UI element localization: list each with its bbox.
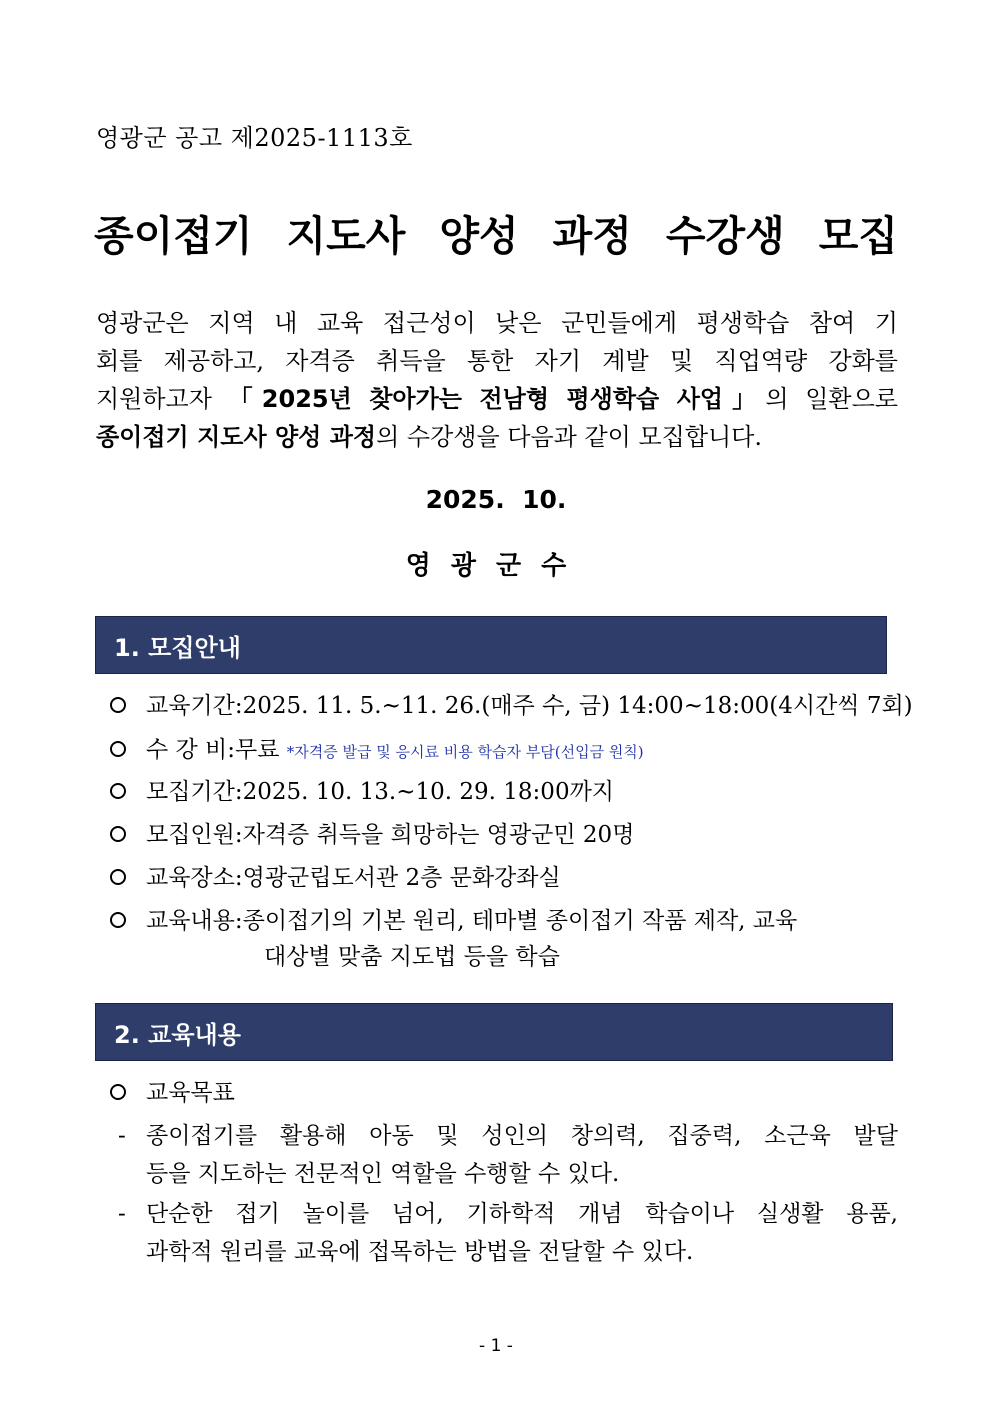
circle-bullet-icon — [110, 697, 126, 713]
item-value: 자격증 취득을 희망하는 영광군민 20명 — [242, 822, 635, 848]
item-value: 종이접기의 기본 원리, 테마별 종이접기 작품 제작, 교육 — [242, 908, 798, 934]
item-label: 교육장소: — [146, 865, 243, 891]
list-item-location — [110, 861, 561, 895]
item-label: 모집인원: — [146, 822, 243, 848]
section-header-curriculum — [95, 1003, 893, 1061]
goal-item-line-1: 종이접기를 활용해 아동 및 성인의 창의력, 집중력, 소근육 발달 — [146, 1123, 898, 1149]
item-value: 2025. 10. 13.~10. 29. 18:00까지 — [242, 779, 615, 805]
notice-number: 영광군 공고 제2025-1113호 — [96, 124, 413, 152]
dash-bullet: - — [118, 1123, 126, 1149]
circle-bullet-icon — [110, 741, 126, 757]
item-value: 영광군립도서관 2층 문화강좌실 — [242, 865, 561, 891]
section-header-label: 1. 모집안내 — [114, 633, 241, 662]
goal-item-line-2: 과학적 원리를 교육에 접목하는 방법을 전달할 수 있다. — [146, 1239, 694, 1265]
intro-line-4-post: 의 수강생을 다음과 같이 모집합니다. — [376, 423, 762, 451]
circle-bullet-icon — [110, 783, 126, 799]
circle-bullet-icon — [110, 912, 126, 928]
list-item-recruit-period — [110, 775, 614, 809]
intro-line-2: 회를 제공하고, 자격증 취득을 통한 자기 계발 및 직업역량 강화를 — [96, 347, 898, 375]
goal-label: 교육목표 — [146, 1080, 235, 1106]
item-label: 모집기간: — [146, 779, 243, 805]
item-label: 교육기간: — [146, 693, 243, 719]
notice-date: 2025. 10. — [425, 485, 567, 514]
goal-item-line-1: 단순한 접기 놀이를 넘어, 기하학적 개념 학습이나 실생활 용품, — [146, 1201, 898, 1227]
item-label: 수 강 비: — [146, 737, 236, 763]
list-item-capacity — [110, 818, 634, 852]
goal-item-2 — [118, 1195, 898, 1271]
intro-line-4 — [96, 418, 898, 456]
intro-paragraph — [96, 304, 898, 456]
circle-bullet-icon — [110, 826, 126, 842]
goal-item-line-2: 등을 지도하는 전문적인 역할을 수행할 수 있다. — [146, 1161, 620, 1187]
intro-line-3-post: 의 일환으로 — [765, 385, 898, 413]
program-name: 「2025년 찾아가는 전남형 평생학습 사업」 — [228, 385, 766, 413]
goal-item-1 — [118, 1117, 898, 1193]
list-item-content-continued: 대상별 맞춤 지도법 등을 학습 — [264, 944, 560, 970]
intro-line-1: 영광군은 지역 내 교육 접근성이 낮은 군민들에게 평생학습 참여 기 — [96, 309, 898, 337]
issuer: 영광군수 — [405, 551, 587, 581]
section-header-label: 2. 교육내용 — [114, 1020, 241, 1049]
list-item-period — [110, 689, 913, 723]
intro-line-3 — [96, 380, 898, 418]
item-value: 2025. 11. 5.~11. 26.(매주 수, 금) 14:00~18:00(4시간씩 7회) — [242, 693, 913, 719]
circle-bullet-icon — [110, 869, 126, 885]
page-number: - 1 - — [479, 1336, 513, 1356]
list-item-fee — [110, 733, 644, 767]
list-item-goal — [110, 1076, 235, 1110]
list-item-content — [110, 904, 797, 938]
item-label: 교육내용: — [146, 908, 243, 934]
page-title: 종이접기 지도사 양성 과정 수강생 모집 — [94, 212, 898, 260]
item-value: 무료 — [235, 737, 287, 763]
dash-bullet: - — [118, 1201, 126, 1227]
intro-line-3-pre: 지원하고자 — [96, 385, 229, 413]
circle-bullet-icon — [110, 1084, 126, 1100]
section-header-recruitment — [95, 616, 887, 674]
course-name: 종이접기 지도사 양성 과정 — [96, 423, 377, 451]
fee-note: *자격증 발급 및 응시료 비용 학습자 부담(선입금 원칙) — [286, 743, 644, 761]
